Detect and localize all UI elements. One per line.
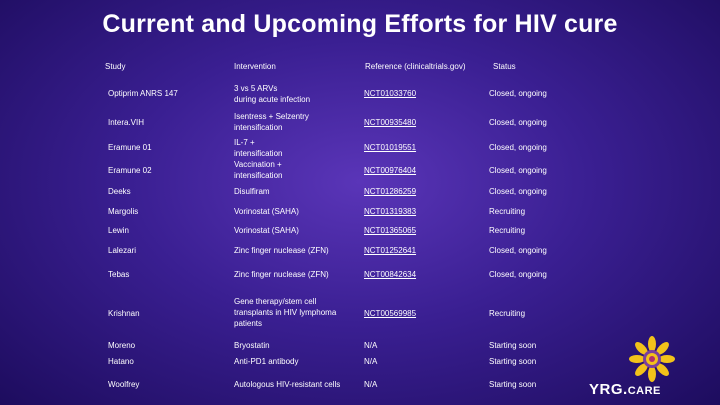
row-reference: N/A [364,357,378,366]
row-intervention-line: Zinc finger nuclease (ZFN) [234,270,329,279]
row-intervention-line: IL-7 + [234,138,255,147]
row-status: Closed, ongoing [489,89,547,98]
row-intervention-line: Zinc finger nuclease (ZFN) [234,246,329,255]
header-intervention: Intervention [234,62,276,71]
row-reference: N/A [364,380,378,389]
row-intervention-line: Bryostatin [234,341,270,350]
row-reference-link[interactable]: NCT01033760 [364,89,417,98]
row-intervention-line: intensification [234,171,283,180]
row-intervention-line: Disulfiram [234,187,270,196]
slide-title: Current and Upcoming Efforts for HIV cure [102,10,618,38]
row-intervention-line: during acute infection [234,95,311,104]
row-reference-link[interactable]: NCT00842634 [364,270,417,279]
row-study: Eramune 01 [108,143,152,152]
row-intervention-line: Gene therapy/stem cell [234,297,317,306]
row-reference-link[interactable]: NCT01252641 [364,246,417,255]
row-status: Recruiting [489,226,526,235]
row-intervention-line: transplants in HIV lymphoma [234,308,337,317]
row-intervention-line: Anti-PD1 antibody [234,357,299,366]
row-status: Recruiting [489,309,526,318]
row-reference-link[interactable]: NCT00976404 [364,166,417,175]
row-study: Optiprim ANRS 147 [108,89,178,98]
row-study: Lalezari [108,246,137,255]
row-reference-link[interactable]: NCT00935480 [364,118,417,127]
header-status: Status [493,62,516,71]
row-intervention-line: Autologous HIV-resistant cells [234,380,341,389]
row-intervention-line: 3 vs 5 ARVs [234,84,278,93]
row-reference-link[interactable]: NCT01019551 [364,143,417,152]
row-status: Recruiting [489,207,526,216]
row-study: Moreno [108,341,136,350]
row-status: Starting soon [489,357,537,366]
logo-wordmark: YRG.CARE [589,381,661,398]
row-status: Closed, ongoing [489,187,547,196]
row-study: Margolis [108,207,139,216]
row-intervention-line: Isentress + Selzentry [234,112,309,121]
row-intervention-line: Vaccination + [234,160,282,169]
row-study: Hatano [108,357,134,366]
row-intervention-line: Vorinostat (SAHA) [234,207,299,216]
header-reference: Reference (clinicaltrials.gov) [365,62,466,71]
row-study: Krishnan [108,309,140,318]
row-study: Tebas [108,270,130,279]
row-reference: N/A [364,341,378,350]
row-study: Lewin [108,226,129,235]
header-study: Study [105,62,126,71]
row-intervention-line: intensification [234,149,283,158]
row-intervention-line: intensification [234,123,283,132]
row-study: Intera.VIH [108,118,145,127]
row-status: Closed, ongoing [489,270,547,279]
row-status: Closed, ongoing [489,118,547,127]
row-status: Starting soon [489,341,537,350]
row-status: Closed, ongoing [489,143,547,152]
row-reference-link[interactable]: NCT01319383 [364,207,417,216]
row-status: Closed, ongoing [489,166,547,175]
row-status: Closed, ongoing [489,246,547,255]
row-intervention-line: Vorinostat (SAHA) [234,226,299,235]
row-reference-link[interactable]: NCT00569985 [364,309,417,318]
row-study: Deeks [108,187,131,196]
row-reference-link[interactable]: NCT01365065 [364,226,417,235]
row-status: Starting soon [489,380,537,389]
row-study: Woolfrey [108,380,140,389]
row-reference-link[interactable]: NCT01286259 [364,187,417,196]
row-intervention-line: patients [234,319,263,328]
row-study: Eramune 02 [108,166,152,175]
